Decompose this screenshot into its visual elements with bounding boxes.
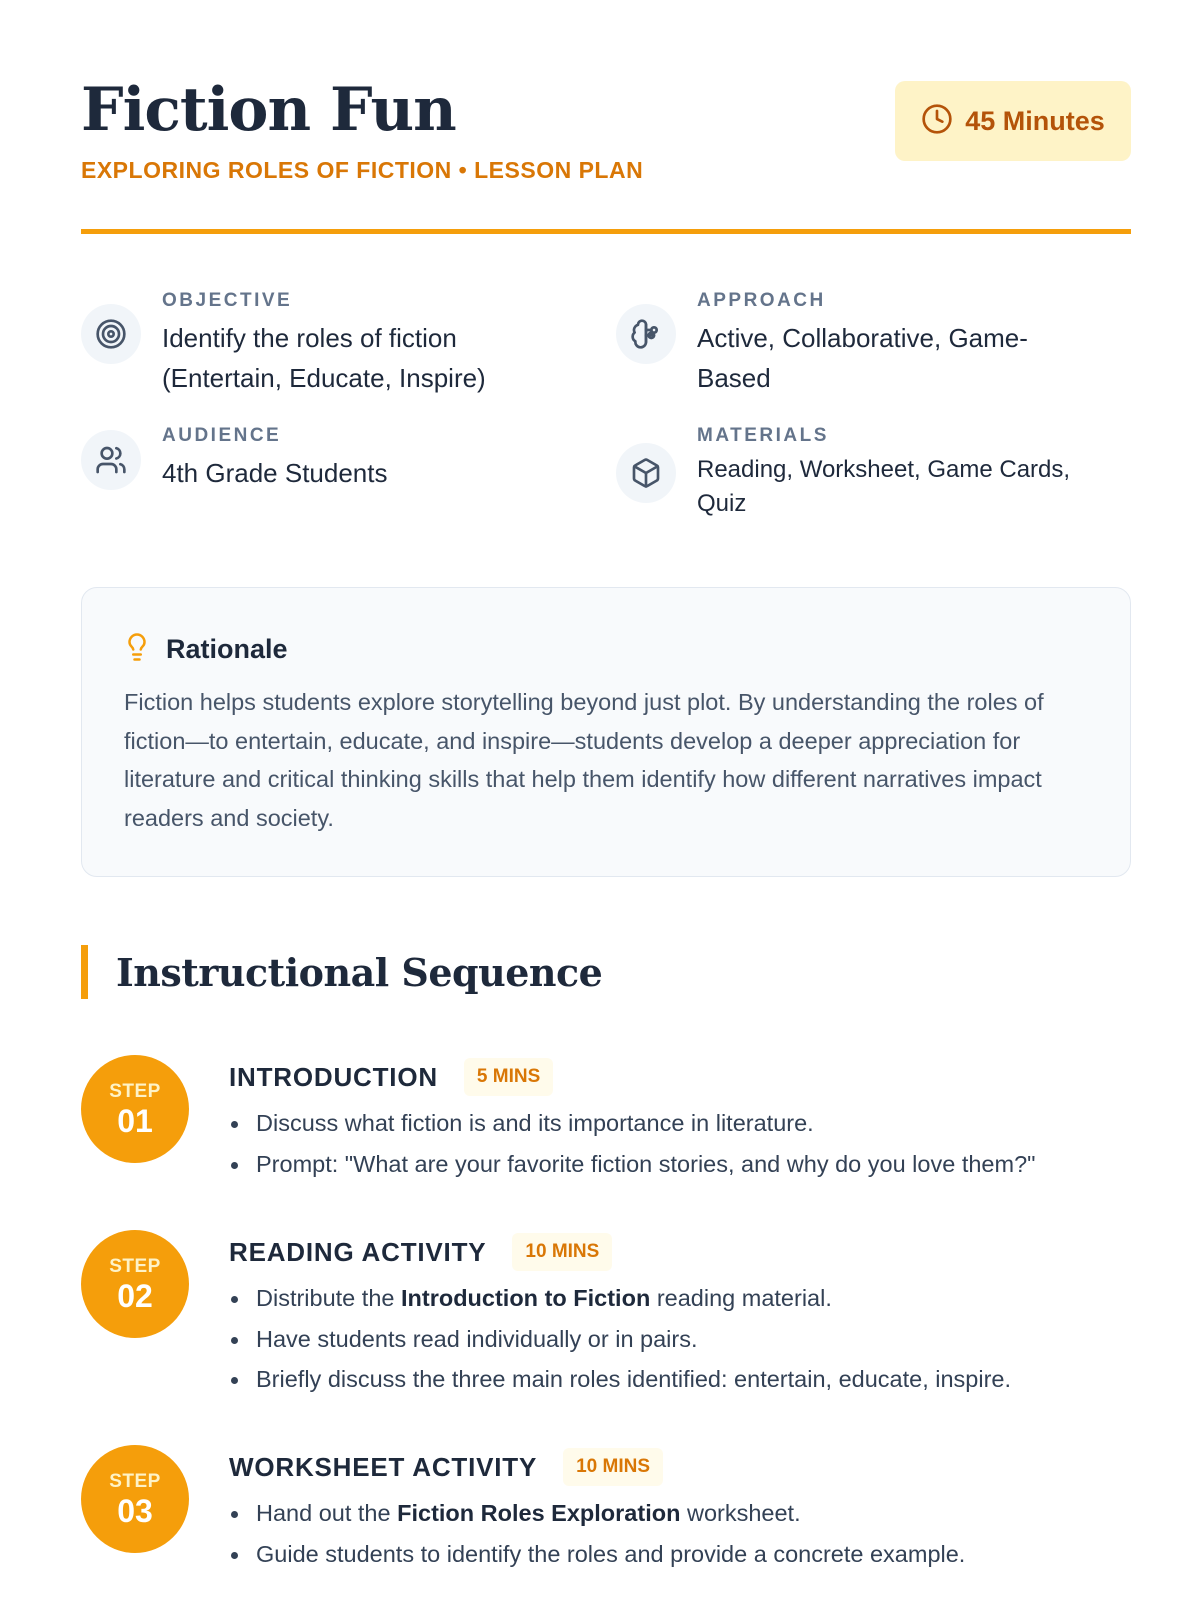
list-item: Briefly discuss the three main roles identified: entertain, educate, inspire. <box>229 1359 1011 1400</box>
header-divider <box>81 229 1131 234</box>
step-number: 01 <box>117 1103 153 1139</box>
rationale-body: Fiction helps students explore storytelling beyond just plot. By understanding the roles of fiction—to entertain, educate, and inspire—students develop a deeper appreciation for literature and critical thinking skills that help them identify how different narratives impact readers and society. <box>124 689 1044 831</box>
duration-badge <box>895 81 1131 161</box>
step-bullets <box>229 1103 1035 1184</box>
lesson-plan-page <box>81 0 1131 1567</box>
materials-value: Reading, Worksheet, Game Cards, Quiz <box>697 456 1071 517</box>
rationale-header <box>122 630 288 669</box>
section-accent-bar <box>81 945 88 999</box>
brain-icon <box>616 304 676 364</box>
step-label: STEP <box>109 1256 161 1277</box>
approach-label: APPROACH <box>697 290 826 311</box>
list-item: Have students read individually or in pairs. <box>229 1319 1011 1360</box>
step-duration-badge: 5 MINS <box>464 1058 553 1096</box>
box-icon <box>616 443 676 503</box>
step-number-badge <box>81 1055 189 1163</box>
step-label: STEP <box>109 1081 161 1102</box>
duration-text: 45 Minutes <box>965 105 1105 136</box>
step-title: INTRODUCTION <box>229 1061 438 1092</box>
step-title: WORKSHEET ACTIVITY <box>229 1451 538 1482</box>
step-bullets <box>229 1493 965 1574</box>
step-number-badge <box>81 1445 189 1553</box>
page-title: Fiction Fun <box>81 75 456 145</box>
page-subtitle: EXPLORING ROLES OF FICTION • LESSON PLAN <box>81 157 644 183</box>
step-title: READING ACTIVITY <box>229 1236 487 1267</box>
step-header <box>229 1448 663 1486</box>
rationale-card <box>81 587 1131 877</box>
step-number-badge <box>81 1230 189 1338</box>
step-number: 02 <box>117 1278 153 1314</box>
step-duration-badge: 10 MINS <box>512 1233 612 1271</box>
approach-value: Active, Collaborative, Game-Based <box>697 323 1028 393</box>
section-heading <box>81 945 602 999</box>
materials-label: MATERIALS <box>697 425 829 446</box>
list-item: Guide students to identify the roles and provide a concrete example. <box>229 1534 965 1575</box>
rationale-title: Rationale <box>166 634 288 664</box>
objective-label: OBJECTIVE <box>162 290 293 311</box>
step-bullets <box>229 1278 1011 1400</box>
step-duration-badge: 10 MINS <box>563 1448 663 1486</box>
target-icon <box>81 304 141 364</box>
step-number: 03 <box>117 1493 153 1529</box>
clock-icon <box>921 103 953 140</box>
step-header <box>229 1233 612 1271</box>
users-icon <box>81 430 141 490</box>
audience-label: AUDIENCE <box>162 425 282 446</box>
header <box>81 0 1131 240</box>
step-label: STEP <box>109 1471 161 1492</box>
objective-value: Identify the roles of fiction (Entertain, Educate, Inspire) <box>162 323 486 393</box>
list-item: Prompt: "What are your favorite fiction stories, and why do you love them?" <box>229 1144 1035 1185</box>
list-item: Distribute the Introduction to Fiction reading material. <box>229 1278 1011 1319</box>
section-title: Instructional Sequence <box>116 949 603 995</box>
list-item: Discuss what fiction is and its importance in literature. <box>229 1103 1035 1144</box>
list-item: Hand out the Fiction Roles Exploration worksheet. <box>229 1493 965 1534</box>
lightbulb-icon <box>122 630 152 669</box>
audience-value: 4th Grade Students <box>162 458 388 488</box>
step-header <box>229 1058 553 1096</box>
